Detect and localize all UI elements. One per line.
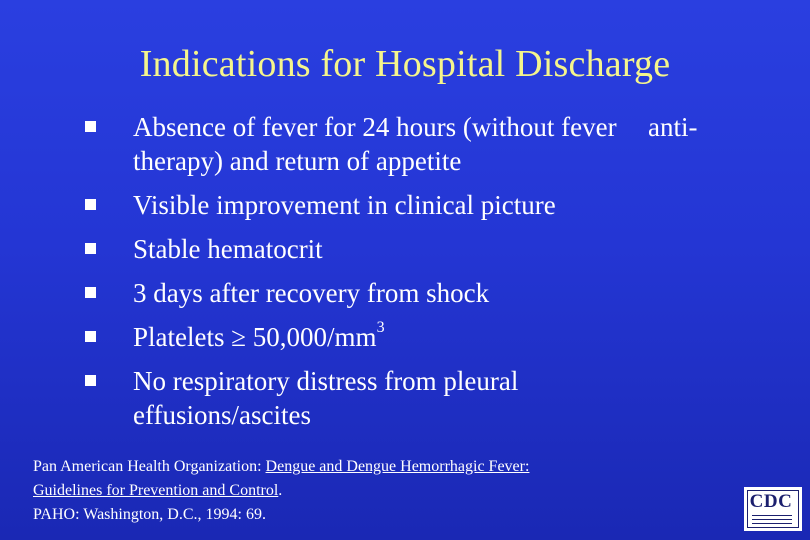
reference-author: Pan American Health Organization: (33, 458, 266, 475)
bullet-text: Stable hematocrit (133, 234, 323, 264)
bullet-text: 3 days after recovery from shock (133, 278, 490, 308)
bullet-text-tail: anti- (648, 112, 698, 142)
bullet-item (85, 188, 785, 222)
bullet-item (85, 232, 785, 266)
bullet-item (85, 320, 785, 354)
square-bullet-icon (85, 331, 96, 342)
cdc-logo (744, 487, 802, 531)
square-bullet-icon (85, 375, 96, 386)
logo-rule (752, 519, 792, 520)
bullet-text: Visible improvement in clinical picture (133, 190, 556, 220)
reference-period: . (278, 482, 283, 499)
square-bullet-icon (85, 121, 96, 132)
bullet-text: Absence of fever for 24 hours (without fever therapy) and return of appetite (133, 112, 617, 176)
superscript: 3 (376, 319, 385, 336)
logo-rule (752, 515, 792, 516)
logo-rule (752, 523, 792, 524)
bullet-list (85, 110, 785, 442)
square-bullet-icon (85, 287, 96, 298)
bullet-text: Platelets ≥ 50,000/mm (133, 322, 377, 352)
square-bullet-icon (85, 243, 96, 254)
reference-citation (33, 455, 553, 527)
bullet-text: No respiratory distress from pleural effusions/ascites (133, 366, 519, 430)
logo-text: CDC (749, 491, 793, 512)
bullet-item (85, 110, 785, 178)
reference-title: Dengue and Dengue Hemorrhagic Fever: Guidelines for Prevention and Control (33, 458, 530, 499)
slide-title: Indications for Hospital Discharge (139, 43, 671, 85)
square-bullet-icon (85, 199, 96, 210)
bullet-item (85, 364, 785, 432)
bullet-item (85, 276, 785, 310)
reference-publisher: PAHO: Washington, D.C., 1994: 69. (33, 506, 266, 523)
